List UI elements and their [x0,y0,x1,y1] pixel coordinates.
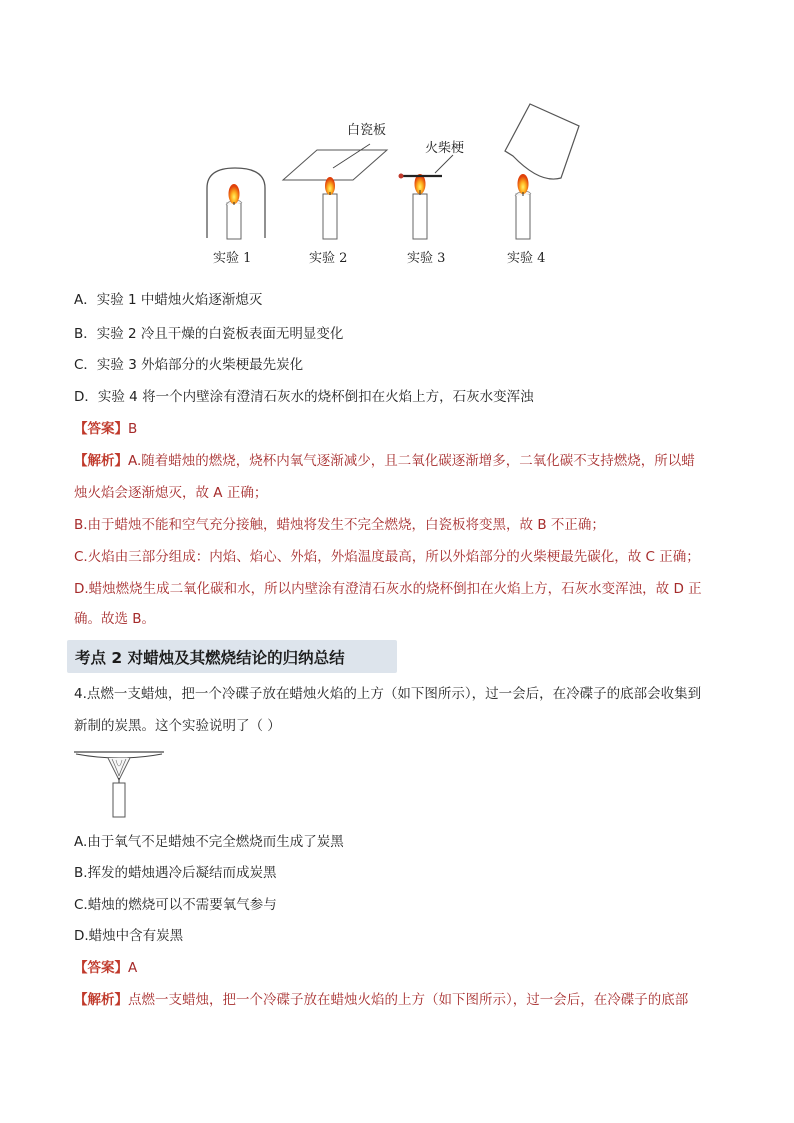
q3-analysis-line-2: 烛火焰会逐渐熄灭，故 A 正确； [74,485,268,501]
q3-analysis-tag: 【解析】 [74,453,128,469]
q4-answer [74,958,137,978]
experiment-2-apparatus [283,144,387,239]
q3-analysis-line-1 [74,451,695,471]
q4-stem-line-2: 新制的炭黑。这个实验说明了（ ） [74,718,281,734]
q4-answer-tag: 【答案】 [74,960,128,976]
q4-analysis-tag: 【解析】 [74,992,128,1008]
q4-option-d: D.蜡烛中含有炭黑 [74,928,184,944]
q4-analysis-text: 点燃一支蜡烛，把一个冷碟子放在蜡烛火焰的上方（如下图所示），过一会后，在冷碟子的底部 [128,992,689,1008]
q3-analysis-line-5: D.蜡烛燃烧生成二氧化碳和水，所以内壁涂有澄清石灰水的烧杯倒扣在火焰上方，石灰水变浑浊，故 D 正 [74,581,702,597]
q3-option-a: A．实验 1 中蜡烛火焰逐渐熄灭 [74,292,263,308]
q4-option-a: A.由于氧气不足蜡烛不完全燃烧而生成了炭黑 [74,834,344,850]
candle-experiments-figure [195,98,595,273]
q3-option-b: B．实验 2 冷且干燥的白瓷板表面无明显变化 [74,326,344,342]
q3-answer-tag: 【答案】 [74,421,128,437]
cold-plate-candle-figure [72,748,167,820]
caption-experiment-3: 实验 3 [407,251,446,266]
q3-analysis-line-4: C.火焰由三部分组成：内焰、焰心、外焰，外焰温度最高，所以外焰部分的火柴梗最先碳化，故 C 正确； [74,549,700,565]
porcelain-label: 白瓷板 [347,123,387,138]
caption-experiment-4: 实验 4 [507,251,546,266]
q3-option-c: C．实验 3 外焰部分的火柴梗最先炭化 [74,357,304,373]
q3-analysis-text-1: A.随着蜡烛的燃烧，烧杯内氧气逐渐减少，且二氧化碳逐渐增多，二氧化碳不支持燃烧，所以蜡 [128,453,695,469]
experiment-1-apparatus [207,168,265,239]
q3-analysis-line-3: B.由于蜡烛不能和空气充分接触，蜡烛将发生不完全燃烧，白瓷板将变黑，故 B 不正确； [74,517,605,533]
section-title: 考点 2 对蜡烛及其燃烧结论的归纳总结 [75,649,345,667]
q4-option-b: B.挥发的蜡烛遇冷后凝结而成炭黑 [74,865,277,881]
q3-analysis-line-6: 确。故选 B。 [74,611,156,627]
q3-answer-value: B [128,421,138,437]
q4-analysis-line-1 [74,990,688,1010]
q4-answer-value: A [128,960,138,976]
section-header [67,640,397,673]
experiment-4-apparatus [505,104,579,239]
q3-option-d: D．实验 4 将一个内壁涂有澄清石灰水的烧杯倒扣在火焰上方，石灰水变浑浊 [74,389,534,405]
q3-answer [74,419,137,439]
caption-experiment-1: 实验 1 [213,251,252,266]
matchstick-pointer [435,155,453,173]
matchstick-label: 火柴梗 [425,141,465,156]
experiment-3-apparatus [399,174,443,240]
q4-option-c: C.蜡烛的燃烧可以不需要氧气参与 [74,897,277,913]
caption-experiment-2: 实验 2 [309,251,348,266]
q4-stem-line-1: 4.点燃一支蜡烛，把一个冷碟子放在蜡烛火焰的上方（如下图所示），过一会后，在冷碟子的底部会收集到 [74,686,702,702]
